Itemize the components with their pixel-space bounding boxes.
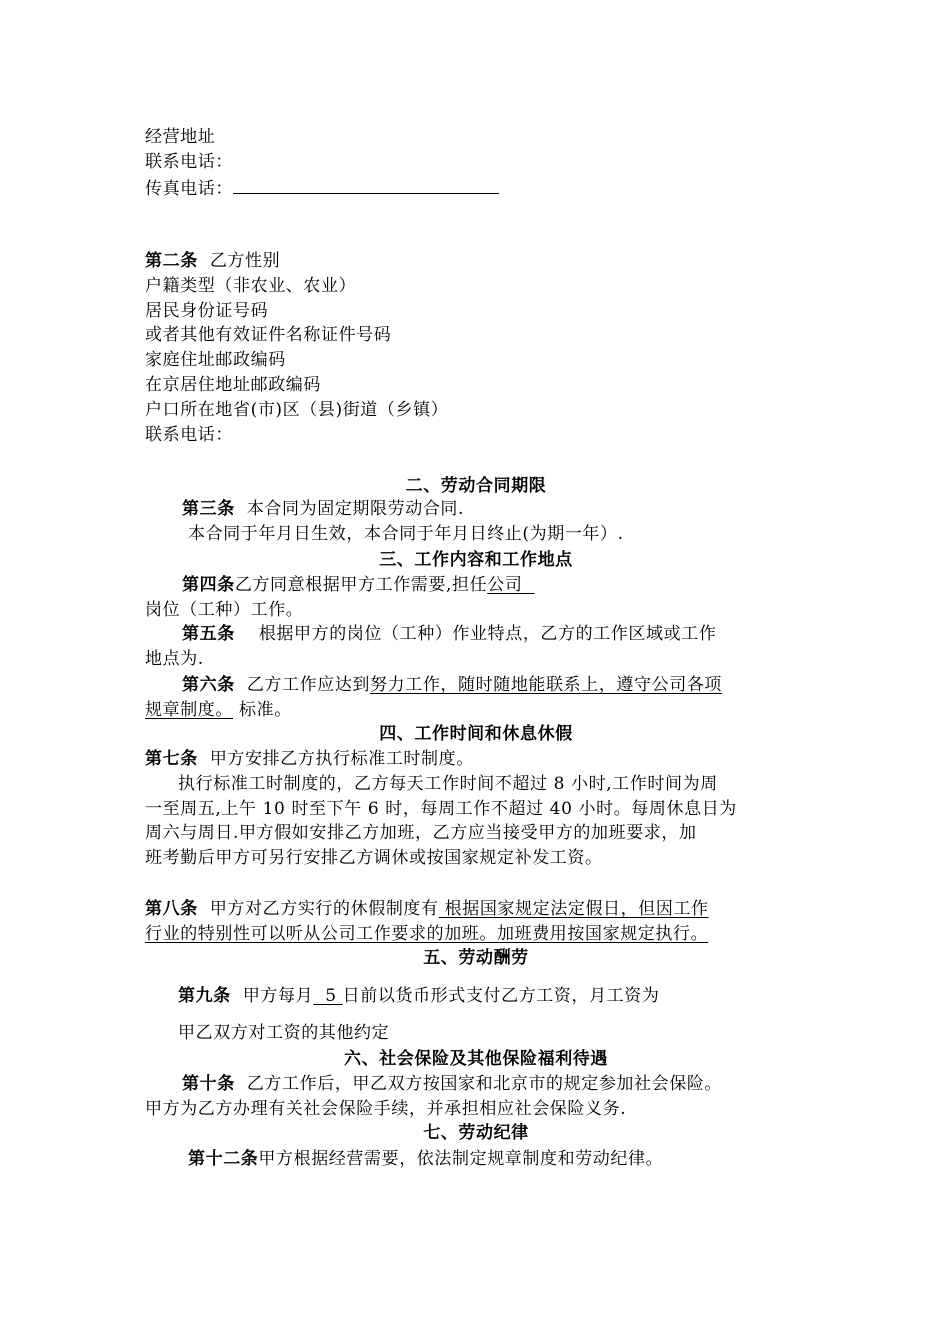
article6-line2 [145, 698, 292, 722]
article7-p1: 执行标准工时制度的，乙方每天工作时间不超过 8 小时,工作时间为周 [178, 774, 718, 794]
article4-company: 公司 [487, 575, 523, 595]
article4-line2: 岗位（工种）工作。 [145, 600, 304, 620]
article10-line [182, 1072, 722, 1096]
article9-line [178, 984, 659, 1008]
article8-title: 第八条 [145, 899, 198, 919]
article9-other: 甲乙双方对工资的其他约定 [178, 1023, 390, 1043]
beijing-address: 在京居住地址邮政编码 [145, 375, 321, 395]
article9-payday: 5 [313, 986, 343, 1006]
article2-title: 第二条 [145, 251, 198, 271]
article4-title: 第四条 [182, 575, 235, 595]
article6-line [182, 673, 722, 697]
article7-p2: 一至周五,上午 10 时至下午 6 时，每周工作不超过 40 小时。每周休息日为 [145, 799, 737, 819]
section6-heading: 六、社会保险及其他保险福利待遇 [344, 1049, 608, 1069]
article8-holiday-part2: 行业的特别性可以听从公司工作要求的加班。加班费用按国家规定执行。 [145, 924, 709, 944]
article8-holiday-part1: 根据国家规定法定假日，但因工作 [438, 899, 709, 919]
article2-gender: 乙方性别 [209, 251, 281, 271]
fax-blank-line [233, 175, 499, 194]
article8-line [145, 897, 709, 921]
section5-heading: 五、劳动酬劳 [423, 948, 529, 968]
article9-tail: 日前以货币形式支付乙方工资，月工资为 [342, 986, 660, 1006]
article4-text: 乙方同意根据甲方工作需要,担任 [234, 575, 488, 595]
fax-line [145, 175, 499, 201]
article8-text: 甲方对乙方实行的休假制度有 [209, 899, 439, 919]
article6-title: 第六条 [182, 675, 235, 695]
article3-text2: 本合同于年月日生效，本合同于年月日终止(为期一年）. [188, 524, 624, 544]
section3-heading: 三、工作内容和工作地点 [379, 550, 573, 570]
article12-title: 第十二条 [188, 1149, 259, 1169]
article2-phone: 联系电话： [145, 425, 233, 445]
article5-line2: 地点为. [145, 649, 204, 669]
article3-line [182, 497, 464, 521]
article5-text: 根据甲方的岗位（工种）作业特点，乙方的工作区域或工作 [258, 624, 717, 644]
article6-standard-part2: 规章制度。 [145, 700, 233, 720]
article10-title: 第十条 [182, 1074, 235, 1094]
article7-line [145, 747, 474, 771]
article7-p4: 班考勤后甲方可另行安排乙方调休或按国家规定补发工资。 [145, 848, 603, 868]
other-id: 或者其他有效证件名称证件号码 [145, 325, 392, 345]
article7-text: 甲方安排乙方执行标准工时制度。 [209, 749, 474, 769]
article4-line [182, 573, 534, 597]
section7-heading: 七、劳动纪律 [423, 1123, 529, 1143]
home-address: 家庭住址邮政编码 [145, 350, 286, 370]
article7-p3: 周六与周日.甲方假如安排乙方加班，乙方应当接受甲方的加班要求，加 [145, 823, 697, 843]
article9-text: 甲方每月 [242, 986, 314, 1006]
article9-title: 第九条 [178, 986, 231, 1006]
article6-text: 乙方工作应达到 [246, 675, 371, 695]
hukou-location: 户口所在地省(市)区（县)街道（乡镇） [145, 400, 449, 420]
article8-line2 [145, 922, 708, 946]
section4-heading: 四、工作时间和休息休假 [379, 724, 573, 744]
article6-standard-part1: 努力工作，随时随地能联系上，遵守公司各项 [370, 675, 723, 695]
address-label: 经营地址 [145, 127, 216, 147]
phone-label: 联系电话： [145, 152, 233, 172]
article12-line [188, 1147, 663, 1171]
section2-heading: 二、劳动合同期限 [405, 476, 547, 496]
article3-text: 本合同为固定期限劳动合同. [246, 499, 465, 519]
household-type: 户籍类型（非农业、农业） [145, 276, 357, 296]
article5-title: 第五条 [182, 624, 235, 644]
article10-line2: 甲方为乙方办理有关社会保险手续，并承担相应社会保险义务. [145, 1099, 627, 1119]
article10-text: 乙方工作后，甲乙双方按国家和北京市的规定参加社会保险。 [246, 1074, 723, 1094]
article12-text: 甲方根据经营需要，依法制定规章制度和劳动纪律。 [258, 1149, 664, 1169]
article2-gender-line [145, 249, 280, 273]
article5-line [182, 622, 716, 646]
fax-label: 传真电话： [145, 179, 233, 199]
article7-title: 第七条 [145, 749, 198, 769]
article3-title: 第三条 [182, 499, 235, 519]
article6-tail: 标准。 [239, 700, 292, 720]
id-number: 居民身份证号码 [145, 301, 269, 321]
